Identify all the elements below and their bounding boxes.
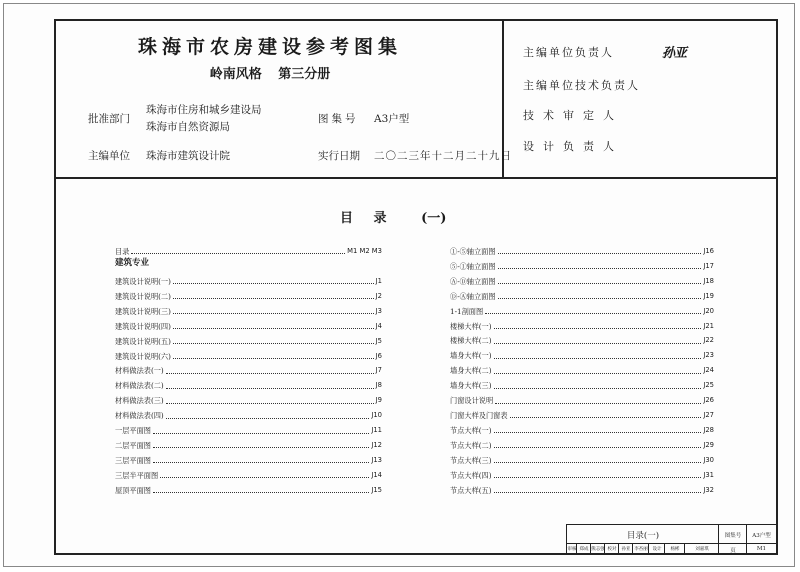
toc-item-code: J7 <box>375 366 382 375</box>
toc-item-name: 建筑设计说明(二) <box>115 291 171 301</box>
toc-row[interactable] <box>115 396 382 405</box>
toc-row[interactable] <box>115 366 382 375</box>
toc-item-code: J31 <box>703 471 714 480</box>
tb-drawing-title: 目录(一) <box>626 531 660 541</box>
leader-dots <box>173 342 374 344</box>
toc-item-code: J16 <box>703 246 714 255</box>
leader-dots <box>153 491 369 493</box>
toc-contents-codes: M1 M2 M3 <box>347 246 382 255</box>
tb-checked-name: 郑成 <box>579 547 589 552</box>
leader-dots <box>510 416 702 418</box>
toc-row[interactable] <box>450 425 714 434</box>
toc-item-name: 材料做法表(四) <box>115 411 164 421</box>
role-technical-lead: 主编单位技术负责人 <box>523 79 640 92</box>
leader-dots <box>494 357 702 359</box>
toc-item-name: 墙身大样(二) <box>450 366 492 376</box>
leader-dots <box>494 431 702 433</box>
leader-dots <box>166 402 374 404</box>
toc-item-name: 节点大样(二) <box>450 441 492 451</box>
toc-item-code: J18 <box>703 276 714 285</box>
toc-item-name: 墙身大样(一) <box>450 351 492 361</box>
tb-reviewed-label: 校对 <box>607 547 617 552</box>
toc-item-code: J22 <box>703 336 714 345</box>
atlas-no-value: A3户型 <box>374 113 410 125</box>
subtitle-volume: 第三分册 <box>278 67 331 82</box>
toc-row[interactable] <box>115 321 382 330</box>
toc-item-code: J10 <box>371 411 382 420</box>
leader-dots <box>173 312 374 314</box>
toc-item-name: Ⓓ-Ⓐ轴立面图 <box>450 291 496 301</box>
toc-item-name: 一层平面图 <box>115 426 151 436</box>
leader-dots <box>494 446 702 448</box>
toc-row[interactable] <box>450 440 714 449</box>
toc-item-code: J6 <box>375 351 382 360</box>
toc-item-code: J2 <box>375 291 382 300</box>
tb-designed-sign: 刘嘉琪 <box>695 547 709 552</box>
tb-reviewed-sign: 李杏丽 <box>634 547 648 552</box>
leader-dots <box>494 342 702 344</box>
leader-dots <box>494 476 702 478</box>
toc-row[interactable] <box>450 351 714 360</box>
toc-item-name: 三层半平面图 <box>115 471 159 481</box>
toc-item-code: J5 <box>375 336 382 345</box>
toc-item-code: J25 <box>703 381 714 390</box>
toc-item-code: J4 <box>375 321 382 330</box>
toc-row[interactable] <box>450 246 714 255</box>
approval-value-2: 珠海市自然资源局 <box>146 121 230 133</box>
toc-row[interactable] <box>115 336 382 345</box>
tb-designed-label: 设计 <box>652 547 662 552</box>
leader-dots <box>153 461 369 463</box>
date-label: 实行日期 <box>318 150 360 162</box>
leader-dots <box>494 491 702 493</box>
toc-row[interactable] <box>450 276 714 285</box>
toc-item-name: 楼梯大样(二) <box>450 336 492 346</box>
leader-dots <box>498 252 702 254</box>
toc-row[interactable] <box>115 291 382 300</box>
atlas-title: 珠海市农房建设参考图集 <box>137 36 402 58</box>
toc-item-name: 材料做法表(三) <box>115 396 164 406</box>
atlas-no-label: 图集号 <box>318 113 359 125</box>
leader-dots <box>495 402 701 404</box>
toc-row[interactable] <box>450 410 714 419</box>
toc-item-name: 材料做法表(二) <box>115 381 164 391</box>
tb-page-label: 页 <box>730 548 736 554</box>
toc-item-name: 建筑设计说明(三) <box>115 306 171 316</box>
leader-dots <box>131 252 345 254</box>
toc-row[interactable] <box>115 411 382 420</box>
toc-row[interactable] <box>115 485 382 494</box>
toc-row[interactable] <box>450 485 714 494</box>
toc-item-name: 门窗大样及门窗表 <box>450 411 508 421</box>
toc-item-name: 屋顶平面图 <box>115 486 151 496</box>
signature: 孙亚 <box>662 46 687 61</box>
toc-item-code: J26 <box>703 396 714 405</box>
toc-row[interactable] <box>115 440 382 449</box>
toc-item-code: J28 <box>703 426 714 435</box>
toc-item-code: J30 <box>703 456 714 465</box>
toc-row[interactable] <box>115 470 382 479</box>
toc-item-code: J8 <box>375 381 382 390</box>
leader-dots <box>166 372 374 374</box>
toc-item-code: J11 <box>371 426 382 435</box>
leader-dots <box>498 282 702 284</box>
toc-row[interactable] <box>450 396 714 405</box>
toc-item-code: J17 <box>703 261 714 270</box>
toc-row[interactable] <box>450 306 714 315</box>
approval-value-1: 珠海市住房和城乡建设局 <box>146 104 262 116</box>
toc-item-name: 建筑设计说明(五) <box>115 336 171 346</box>
role-design-lead: 设计负责人 <box>523 140 623 153</box>
leader-dots <box>173 327 374 329</box>
header-divider <box>54 177 778 179</box>
toc-item-code: J27 <box>703 411 714 420</box>
role-chief-editor: 主编单位负责人 <box>523 46 614 59</box>
leader-dots <box>153 432 369 434</box>
toc-item-code: J9 <box>375 396 382 405</box>
toc-item-code: J1 <box>375 276 382 285</box>
toc-item-name: 材料做法表(一) <box>115 366 164 376</box>
tb-page-value: M1 <box>756 546 767 552</box>
leader-dots <box>494 461 702 463</box>
toc-item-name: Ⓐ-Ⓓ轴立面图 <box>450 276 496 286</box>
toc-item-code: J13 <box>371 456 382 465</box>
toc-item-name: 门窗设计说明 <box>450 396 494 406</box>
toc-item-name: 楼梯大样(一) <box>450 321 492 331</box>
approval-label: 批准部门 <box>88 113 130 125</box>
toc-item-name: 节点大样(一) <box>450 426 492 436</box>
toc-item-code: J32 <box>703 485 714 494</box>
role-reviewer: 技术审定人 <box>523 109 623 122</box>
toc-row[interactable] <box>450 470 714 479</box>
toc-item-code: J12 <box>371 441 382 450</box>
toc-item-name: 三层平面图 <box>115 456 151 466</box>
toc-row[interactable] <box>450 321 714 330</box>
subtitle-style: 岭南风格 <box>209 67 262 82</box>
tb-designed-name: 杨彬 <box>670 547 680 552</box>
toc-item-code: J15 <box>371 486 382 495</box>
toc-item-code: J14 <box>371 471 382 480</box>
toc-item-code: J21 <box>703 321 714 330</box>
toc-item-name: 节点大样(三) <box>450 456 492 466</box>
leader-dots <box>494 372 702 374</box>
toc-row[interactable] <box>115 455 382 464</box>
editor-value: 珠海市建筑设计院 <box>146 150 230 162</box>
leader-dots <box>485 312 701 314</box>
tb-atlas-no-label: 图集号 <box>724 533 742 539</box>
toc-row[interactable] <box>450 291 714 300</box>
toc-item-name: 二层平面图 <box>115 441 151 451</box>
toc-heading <box>340 207 454 226</box>
toc-row[interactable] <box>450 455 714 464</box>
toc-item-code: J19 <box>703 291 714 300</box>
toc-item-code: J29 <box>703 441 714 450</box>
toc-row-contents[interactable] <box>115 246 382 255</box>
toc-item-name: 建筑设计说明(一) <box>115 276 171 286</box>
tb-atlas-no-value: A3户型 <box>752 533 771 539</box>
toc-item-name: 1-1剖面图 <box>450 306 484 316</box>
toc-row[interactable] <box>450 261 714 270</box>
toc-heading-text: 目 录 <box>340 211 395 226</box>
toc-item-code: J23 <box>703 351 714 360</box>
toc-row[interactable] <box>115 276 382 285</box>
leader-dots <box>173 282 374 284</box>
toc-item-name: 节点大样(四) <box>450 471 492 481</box>
toc-item-name: ⑤-①轴立面图 <box>450 261 496 271</box>
toc-item-name: 建筑设计说明(六) <box>115 351 171 361</box>
toc-item-name: 建筑设计说明(四) <box>115 321 171 331</box>
leader-dots <box>494 387 702 389</box>
title-block <box>566 524 778 555</box>
toc-item-code: J20 <box>703 306 714 315</box>
toc-item-name: 墙身大样(三) <box>450 381 492 391</box>
toc-row[interactable] <box>450 381 714 390</box>
leader-dots <box>498 267 702 269</box>
toc-section-architecture: 建筑专业 <box>115 258 150 268</box>
atlas-subtitle <box>90 63 450 82</box>
tb-reviewed-name: 孙亚 <box>621 547 631 552</box>
leader-dots <box>498 297 702 299</box>
toc-row[interactable] <box>115 381 382 390</box>
leader-dots <box>494 327 702 329</box>
toc-item-code: J3 <box>375 306 382 315</box>
leader-dots <box>160 476 369 478</box>
toc-row[interactable] <box>115 306 382 315</box>
toc-row[interactable] <box>115 351 382 360</box>
editor-label: 主编单位 <box>88 150 130 162</box>
toc-item-name: ①-⑤轴立面图 <box>450 246 496 256</box>
toc-item-name: 节点大样(五) <box>450 485 492 495</box>
toc-row[interactable] <box>450 336 714 345</box>
toc-item-code: J24 <box>703 366 714 375</box>
toc-row[interactable] <box>115 426 382 435</box>
leader-dots <box>166 387 374 389</box>
toc-contents-label: 目录 <box>115 246 130 256</box>
date-value: 二〇二三年十二月二十九日 <box>374 150 512 162</box>
tb-checked-label: 审核 <box>567 547 577 552</box>
leader-dots <box>173 297 374 299</box>
leader-dots <box>173 357 374 359</box>
leader-dots <box>166 417 370 419</box>
leader-dots <box>153 446 369 448</box>
toc-heading-number: (一) <box>421 211 447 226</box>
toc-row[interactable] <box>450 366 714 375</box>
tb-checked-sign: 熊志强 <box>591 547 605 552</box>
